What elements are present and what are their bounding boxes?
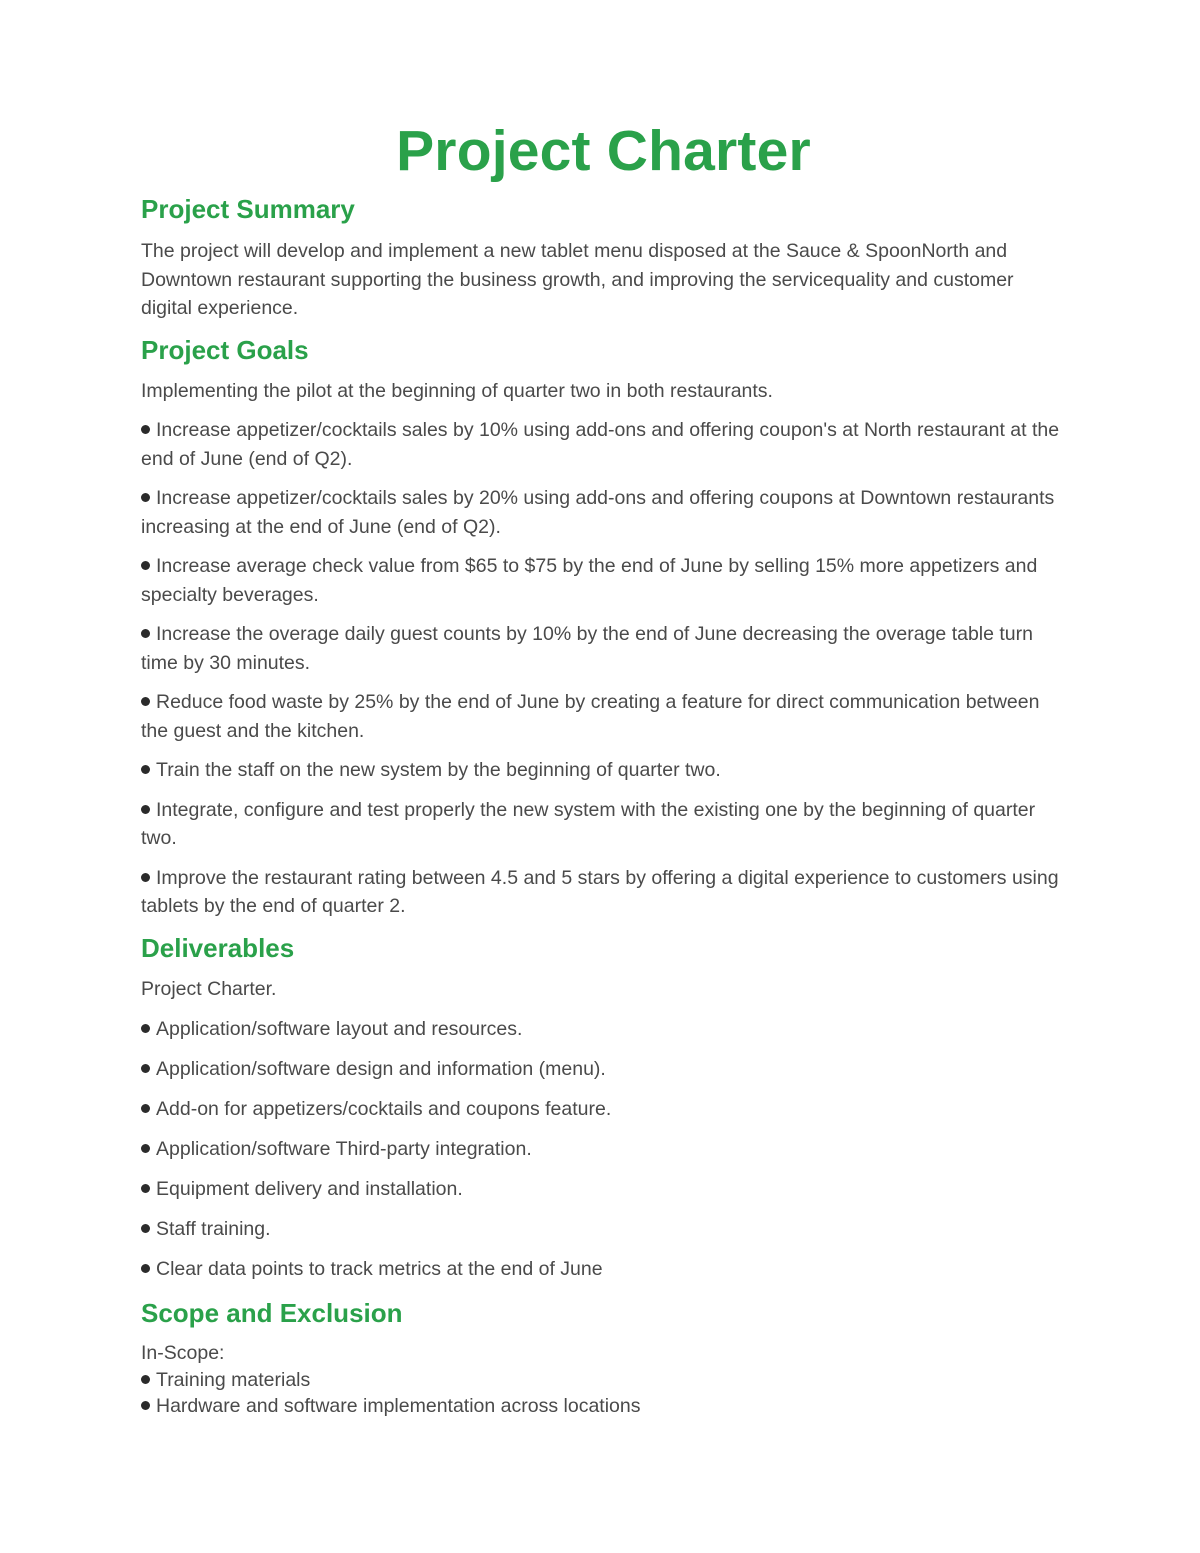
bullet-icon [141,1264,150,1273]
goal-item [141,484,1066,541]
in-scope-item [141,1393,1066,1419]
deliverable-text: Application/software design and information (menu). [156,1057,606,1080]
bullet-icon [141,1104,150,1113]
bullet-icon [141,561,150,570]
bullet-icon [141,493,150,502]
goal-item [141,620,1066,677]
deliverable-item [141,1015,1066,1044]
deliverable-item [141,1055,1066,1084]
bullet-icon [141,873,150,882]
goal-item [141,756,1066,785]
bullet-icon [141,425,150,434]
bullet-icon [141,1144,150,1153]
bullet-icon [141,1375,150,1384]
deliverable-text: Application/software layout and resources. [156,1017,523,1040]
deliverable-item [141,1095,1066,1124]
in-scope-text: Hardware and software implementation across locations [156,1394,641,1417]
document-title: Project Charter [396,119,811,183]
deliverable-item [141,1255,1066,1284]
goal-item [141,552,1066,609]
deliverable-item [141,1215,1066,1244]
in-scope-label: In-Scope: [141,1341,225,1364]
in-scope-text: Training materials [156,1368,311,1391]
goal-item [141,688,1066,745]
goal-text: Increase the overage daily guest counts by 10% by the end of June decreasing the overage table turn time by 30 minutes. [141,623,1033,674]
summary-paragraph: The project will develop and implement a new tablet menu disposed at the Sauce & SpoonNorth and Downtown restaurant supporting the business growth, and improving the servicequality and customer digital experience. [141,240,1014,319]
deliverable-item [141,1175,1066,1204]
section-heading-deliverables: Deliverables [141,932,295,963]
goal-text: Increase appetizer/cocktails sales by 20% using add-ons and offering coupons at Downtown restaurants increasing at the end of June (end of Q2). [141,487,1055,538]
bullet-icon [141,1064,150,1073]
goal-text: Improve the restaurant rating between 4.5 and 5 stars by offering a digital experience to customers using tablets by the end of quarter 2. [141,866,1059,917]
document-page [141,118,1066,1419]
deliverable-text: Equipment delivery and installation. [156,1177,463,1200]
section-heading-scope: Scope and Exclusion [141,1297,403,1328]
bullet-icon [141,629,150,638]
goal-text: Increase average check value from $65 to $75 by the end of June by selling 15% more appetizers and specialty beverages. [141,555,1038,606]
deliverable-text: Staff training. [156,1218,271,1241]
bullet-icon [141,697,150,706]
goal-text: Increase appetizer/cocktails sales by 10% using add-ons and offering coupon's at North restaurant at the end of June (end of Q2). [141,419,1060,470]
deliverable-text: Application/software Third-party integration. [156,1137,532,1160]
goal-text: Integrate, configure and test properly the new system with the existing one by the beginning of quarter two. [141,798,1036,849]
bullet-icon [141,1224,150,1233]
bullet-icon [141,1184,150,1193]
deliverable-text: Clear data points to track metrics at the end of June [156,1258,603,1281]
section-heading-goals: Project Goals [141,334,309,365]
bullet-icon [141,1401,150,1410]
deliverables-intro: Project Charter. [141,977,277,1000]
deliverable-item [141,1135,1066,1164]
goal-text: Reduce food waste by 25% by the end of June by creating a feature for direct communication between the guest and the kitchen. [141,691,1040,742]
goal-item [141,796,1066,853]
bullet-icon [141,1024,150,1033]
goal-text: Train the staff on the new system by the beginning of quarter two. [156,759,721,781]
bullet-icon [141,765,150,774]
bullet-icon [141,805,150,814]
section-heading-summary: Project Summary [141,194,355,224]
in-scope-item [141,1367,1066,1393]
goal-item [141,416,1066,473]
goal-item [141,864,1066,921]
deliverable-text: Add-on for appetizers/cocktails and coupons feature. [156,1097,612,1120]
goals-intro: Implementing the pilot at the beginning of quarter two in both restaurants. [141,379,773,402]
